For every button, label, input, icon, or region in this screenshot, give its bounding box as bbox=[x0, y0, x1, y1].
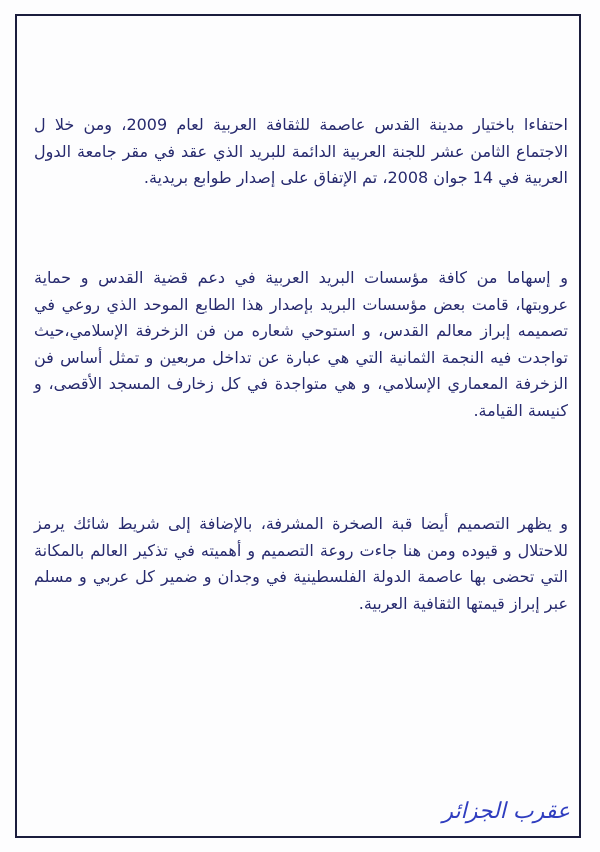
paragraph-3: و يظهر التصميم أيضا قبة الصخرة المشرفة، بالإضافة إلى شريط شائك يرمز للاحتلال و قيوده ومن هنا جاءت روعة التصميم و أهميته في تذكير العالم بالمكانة التي تحضى بها عاصمة الدولة الفلسطينية في وجدان و ضمير كل عربي و مسلم عبر إبراز قيمتها الثقافية العربية. bbox=[34, 514, 568, 613]
paragraph-2: و إسهاما من كافة مؤسسات البريد العربية في دعم قضية القدس و حماية عروبتها، قامت بعض مؤسسات البريد بإصدار هذا الطابع الموحد الذي روعي في تصميمه إبراز معالم القدس، و استوحي شعاره من فن الزخرفة الإسلامي،حيث تواجدت فيه النجمة الثمانية التي هي عبارة عن تداخل مربعين و تمثل أساس فن الزخرفة المعماري الإسلامي، و هي متواجدة في كل زخارف المسجد الأقصى، و كنيسة القيامة. bbox=[34, 268, 568, 420]
signature-watermark: عقرب الجزائر bbox=[442, 799, 570, 824]
paragraph-1: احتفاءا باختيار مدينة القدس عاصمة للثقافة العربية لعام 2009، ومن خلا ل الاجتماع الثامن عشر للجنة العربية الدائمة للبريد الذي عقد في مقر جامعة الدول العربية في 14 جوان 2008، تم الإتفاق على إصدار طوابع بريدية. bbox=[34, 115, 568, 187]
